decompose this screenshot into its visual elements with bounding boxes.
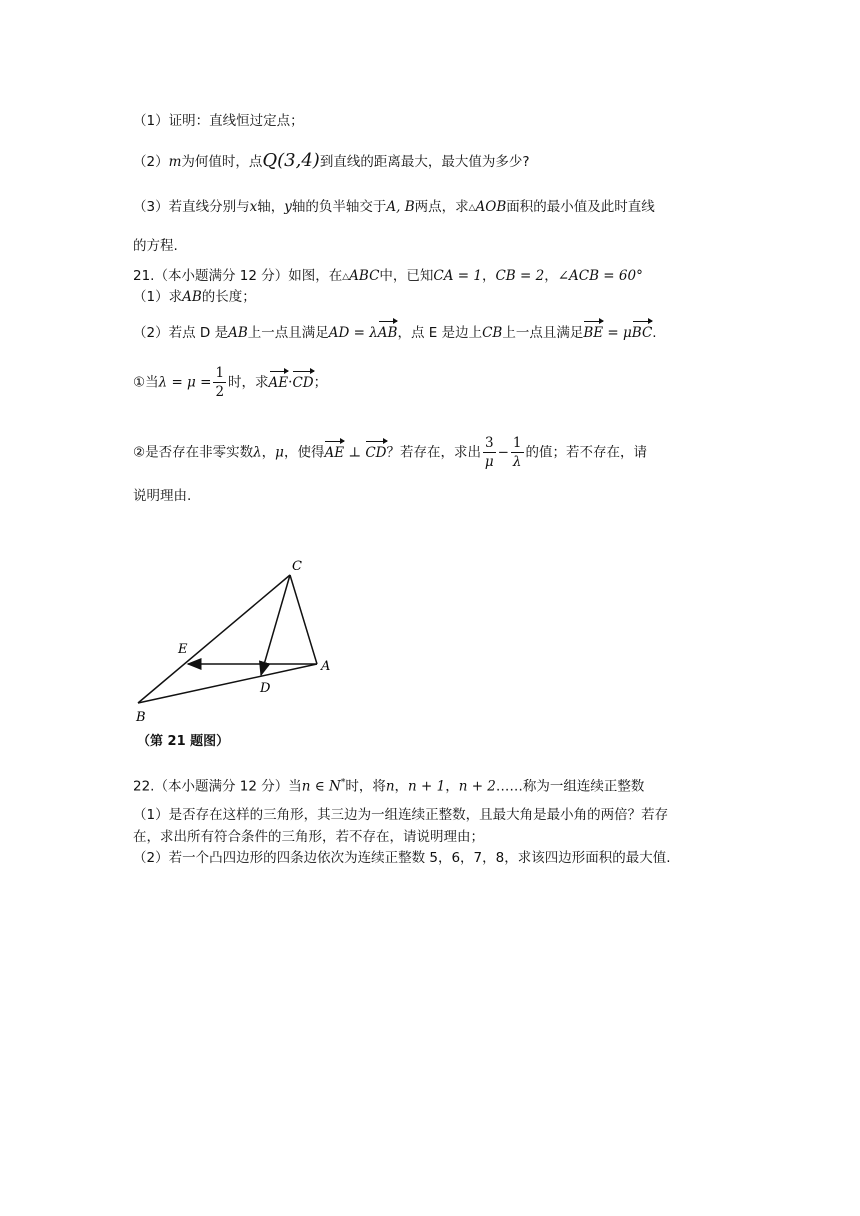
q21-sub2-text-a: ②是否存在非零实数 (133, 444, 254, 461)
q20-part2 (133, 151, 530, 172)
var-m: m (168, 154, 182, 170)
seq-n-plus-1: n + 1 (408, 778, 446, 795)
var-mu: μ (275, 444, 284, 461)
separator: ， (481, 268, 496, 284)
semicolon: ； (313, 374, 328, 391)
separator: ， (445, 778, 459, 795)
segment-ba (138, 664, 317, 703)
vector-be: BE (583, 325, 604, 341)
var-y: y (284, 199, 292, 215)
q20-part2-prefix: （2） (133, 154, 169, 170)
expr-mu: = μ (603, 325, 632, 341)
point-q: Q(3,4) (262, 150, 320, 171)
seq-n-plus-2: n + 2 (458, 778, 496, 795)
q21-header-text2: 中，已知 (379, 268, 434, 284)
fraction-numerator: 1 (215, 365, 225, 381)
q21-part2-text-a: （2）若点 D 是 (133, 325, 229, 341)
q20-part3-cont: 的方程. (133, 238, 178, 254)
q20-part3-text-a: 轴， (257, 199, 285, 215)
cond-cb: CB = 2 (495, 268, 545, 284)
triangle-abc: ABC (349, 268, 380, 284)
q21-header-text: 21.（本小题满分 12 分）如图，在 (133, 268, 343, 284)
q22-header (133, 773, 644, 797)
segment-ca (290, 575, 317, 664)
expr-lambda-mu: λ = μ = (158, 374, 212, 391)
seq-n: n (385, 778, 395, 795)
triangle-symbol: △ (342, 272, 350, 282)
q20-part2-text-a: 为何值时，点 (181, 154, 263, 170)
label-c: C (292, 559, 302, 574)
q21-sub2-cont: 说明理由. (133, 488, 192, 504)
vector-ae: AE (268, 374, 289, 391)
q21-header (133, 266, 643, 287)
separator: ， (544, 268, 558, 284)
q21-part1-text-a: （1）求 (133, 289, 183, 305)
vector-cd-arrow (261, 575, 290, 675)
q21-sub1 (133, 364, 327, 401)
label-d: D (260, 681, 271, 696)
triangle-symbol: △ (468, 203, 476, 213)
q22-header-text-b: 时，将 (345, 778, 386, 795)
perp-symbol: ⊥ (344, 444, 366, 461)
segment-ab: AB (182, 289, 202, 305)
q22-header-text-c: ……称为一组连续正整数 (495, 778, 645, 795)
fraction-numerator: 3 (485, 435, 494, 451)
q21-part1-text-b: 的长度； (201, 289, 256, 305)
q20-part3-text-d: 面积的最小值及此时直线 (506, 199, 655, 215)
fraction-denominator: 2 (215, 384, 225, 400)
points-ab: A, B (386, 199, 415, 215)
q20-part1: （1）证明：直线恒过定点； (133, 113, 304, 129)
cond-ca: CA = 1 (433, 268, 482, 284)
vector-ab: AB (377, 325, 398, 341)
q21-part2-text-b: 上一点且满足 (247, 325, 329, 341)
dot-operator: · (288, 374, 293, 391)
period: . (652, 325, 657, 341)
q22-part1: （1）是否存在这样的三角形，其三边为一组连续正整数，且最大角是最小角的两倍？若存 (133, 807, 669, 823)
fraction-half (213, 364, 226, 401)
fraction-denominator: μ (484, 454, 494, 470)
label-b: B (136, 710, 146, 725)
q22-header-text-a: 22.（本小题满分 12 分）当 (133, 778, 302, 795)
q21-sub2-text-b: ，使得 (283, 444, 325, 461)
q21-sub2 (133, 434, 647, 471)
separator: ， (394, 778, 409, 795)
minus-sign: − (497, 444, 509, 461)
label-a: A (321, 659, 331, 674)
q21-sub2-text-c: ？若存在，求出 (386, 444, 481, 461)
expr-ad: AD = λ (328, 325, 378, 341)
fraction-numerator: 1 (512, 435, 522, 451)
triangle-figure (130, 555, 350, 730)
fraction-1-lambda (511, 434, 524, 471)
cond-angle: ∠ACB = 60° (557, 268, 643, 284)
q20-part3-text-b: 轴的负半轴交于 (291, 199, 387, 215)
q20-part2-text-b: 到直线的距离最大，最大值为多少? (319, 154, 530, 170)
segment-ab: AB (228, 325, 248, 341)
superscript-star: * (340, 778, 346, 788)
q21-part2-text-d: 上一点且满足 (502, 325, 584, 341)
q21-sub1-text-a: ①当 (133, 374, 159, 391)
fraction-3-mu (483, 434, 496, 471)
expr-n-in-n: n ∈ N (301, 778, 341, 795)
q20-part3-prefix: （3）若直线分别与 (133, 199, 250, 215)
vector-cd: CD (365, 444, 387, 461)
separator: ， (261, 444, 276, 461)
q22-part1-cont: 在，求出所有符合条件的三角形，若不存在，请说明理由； (133, 829, 484, 845)
q21-sub1-text-b: 时，求 (228, 374, 269, 391)
fraction-denominator: λ (512, 454, 522, 470)
q20-part3 (133, 197, 655, 218)
q21-part1 (133, 287, 256, 307)
q21-part2 (133, 323, 657, 343)
vector-ae: AE (324, 444, 345, 461)
q22-part2: （2）若一个凸四边形的四条边依次为连续正整数 5，6，7，8，求该四边形面积的最大值. (133, 850, 671, 866)
vector-bc: BC (631, 325, 653, 341)
label-e: E (178, 642, 188, 657)
q21-sub2-text-d: 的值；若不存在，请 (525, 444, 647, 461)
vector-cd: CD (292, 374, 314, 391)
segment-cb: CB (482, 325, 503, 341)
var-lambda: λ (253, 444, 262, 461)
q21-part2-text-c: ，点 E 是边上 (397, 325, 483, 341)
var-x: x (249, 199, 258, 215)
triangle-aob: AOB (475, 199, 507, 215)
q20-part3-text-c: 两点，求 (414, 199, 469, 215)
figure-caption: （第 21 题图） (137, 734, 230, 749)
